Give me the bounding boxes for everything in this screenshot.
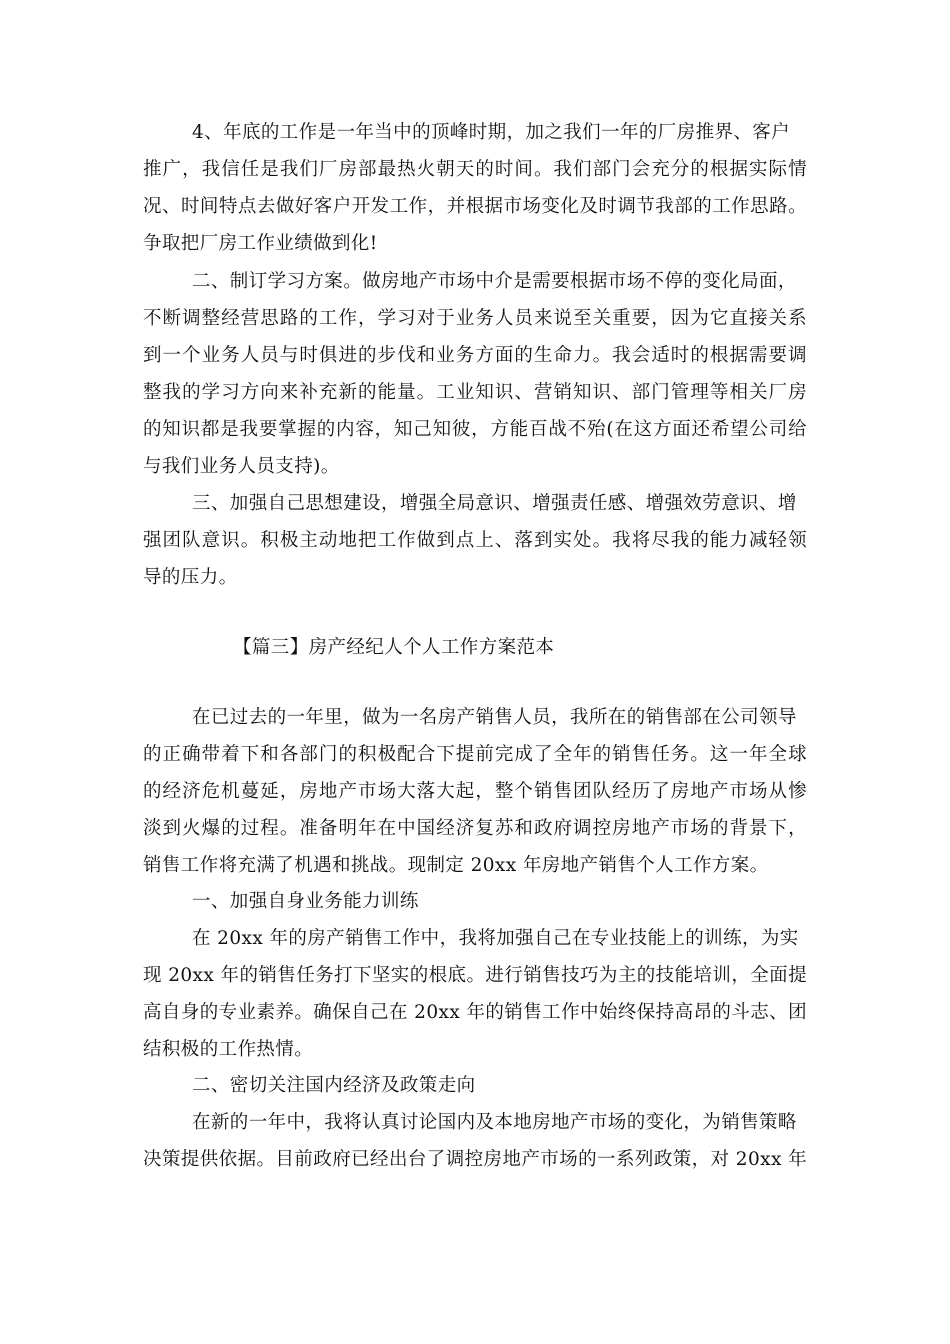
paragraph-line: 导的压力。 — [143, 567, 238, 588]
paragraph-line: 决策提供依据。目前政府已经出台了调控房地产市场的一系列政策，对 20xx 年 — [143, 1149, 807, 1170]
subheading: 二、密切关注国内经济及政策走向 — [192, 1075, 476, 1096]
paragraph-line: 与我们业务人员支持)。 — [143, 456, 340, 477]
paragraph-line: 4、年底的工作是一年当中的顶峰时期，加之我们一年的厂房推界、客户 — [192, 122, 791, 143]
paragraph-line: 二、制订学习方案。做房地产市场中介是需要根据市场不停的变化局面， — [192, 271, 797, 292]
section-heading: 【篇三】房产经纪人个人工作方案范本 — [233, 637, 555, 658]
paragraph-line: 整我的学习方向来补充新的能量。工业知识、营销知识、部门管理等相关厂房 — [143, 382, 807, 403]
paragraph-line: 销售工作将充满了机遇和挑战。现制定 20xx 年房地产销售个人工作方案。 — [143, 855, 769, 876]
paragraph-line: 争取把厂房工作业绩做到化! — [143, 233, 378, 254]
paragraph-line: 三、加强自己思想建设，增强全局意识、增强责任感、增强效劳意识、增 — [192, 493, 797, 514]
paragraph-line: 淡到火爆的过程。准备明年在中国经济复苏和政府调控房地产市场的背景下， — [143, 818, 807, 839]
paragraph-line: 不断调整经营思路的工作，学习对于业务人员来说至关重要，因为它直接关系 — [143, 308, 807, 329]
paragraph-line: 在已过去的一年里，做为一名房产销售人员，我所在的销售部在公司领导 — [192, 707, 797, 728]
paragraph-line: 推广，我信任是我们厂房部最热火朝天的时间。我们部门会充分的根据实际情 — [143, 159, 807, 180]
paragraph-line: 在新的一年中，我将认真讨论国内及本地房地产市场的变化，为销售策略 — [192, 1112, 797, 1133]
paragraph-line: 的知识都是我要掌握的内容，知己知彼，方能百战不殆(在这方面还希望公司给 — [143, 419, 807, 440]
paragraph-line: 在 20xx 年的房产销售工作中，我将加强自己在专业技能上的训练，为实 — [192, 928, 799, 949]
paragraph-line: 结积极的工作热情。 — [143, 1039, 314, 1060]
paragraph-line: 强团队意识。积极主动地把工作做到点上、落到实处。我将尽我的能力减轻领 — [143, 530, 807, 551]
paragraph-line: 的正确带着下和各部门的积极配合下提前完成了全年的销售任务。这一年全球 — [143, 744, 807, 765]
subheading: 一、加强自身业务能力训练 — [192, 891, 419, 912]
paragraph-line: 现 20xx 年的销售任务打下坚实的根底。进行销售技巧为主的技能培训，全面提 — [143, 965, 807, 986]
paragraph-line: 的经济危机蔓延，房地产市场大落大起，整个销售团队经历了房地产市场从惨 — [143, 781, 807, 802]
paragraph-line: 高自身的专业素养。确保自己在 20xx 年的销售工作中始终保持高昂的斗志、团 — [143, 1002, 807, 1023]
paragraph-line: 况、时间特点去做好客户开发工作，并根据市场变化及时调节我部的工作思路。 — [143, 196, 807, 217]
paragraph-line: 到一个业务人员与时俱进的步伐和业务方面的生命力。我会适时的根据需要调 — [143, 345, 807, 366]
